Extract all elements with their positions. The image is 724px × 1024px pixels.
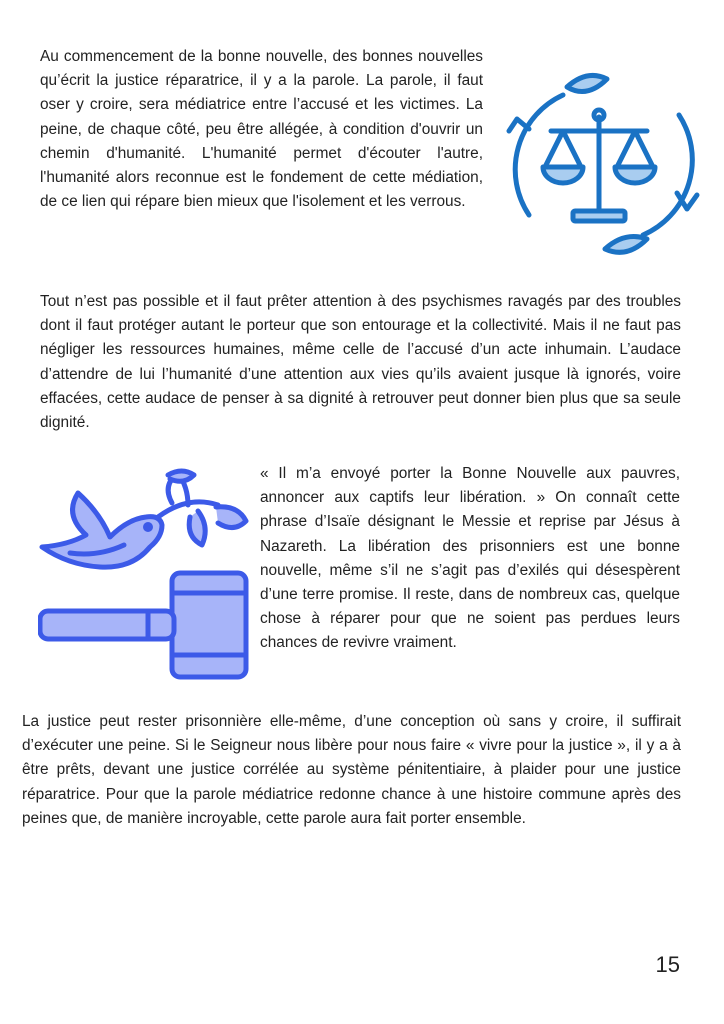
paragraph-1: Au commencement de la bonne nouvelle, des bonnes nouvelles qu’écrit la justice réparatrice, il y a la parole. La parole, il faut oser y croire, sera médiatrice entre l’accusé et les victimes. La peine, de chaque côté, peu être allégée, à condition d'ouvrir un chemin d'humanité. L'humanité permet d'écouter l'autre, l'humanité alors reconnue est le fondement de cette médiation, de ce lien qui répare bien mieux que l'isolement et les verrous. — [40, 48, 483, 211]
paragraph-2: Tout n’est pas possible et il faut prêter attention à des psychismes ravagés par des troubles dont il faut protéger autant le porteur que son entourage et la collectivité. Mais il ne faut pas négliger les ressources humaines, même celle de l’accusé d’un acte inhumain. L’audace d’attendre de lui l’humanité d’une attention aux vies qu’ils avaient jusque là ignorés, voire effacées, cette audace de penser à sa dignité à retrouver peut donner bien plus que sa seule dignité. — [40, 293, 681, 432]
dove-gavel-icon — [38, 465, 250, 680]
paragraph-4: La justice peut rester prisonnière elle-même, d’une conception où sans y croire, il suffirait d’exécuter une peine. Si le Seigneur nous libère pour nous faire « vivre pour la justice », il y a à être prêts, devant une justice corrélée au système pénitentiaire, à plaider pour une justice réparatrice. Pour que la parole médiatrice redonne chance à une histoire commune après des peines que, de manière incroyable, cette parole aura fait porter ensemble. — [22, 713, 681, 827]
paragraph-3: « Il m’a envoyé porter la Bonne Nouvelle aux pauvres, annoncer aux captifs leur libération. » On connaît cette phrase d’Isaïe désignant le Messie et reprise par Jésus à Nazareth. La libération des prisonniers est une bonne nouvelle, même s’il ne s’agit pas d’exilés qui désespèrent d’une terre promise. Il reste, dans de nombreux cas, quelque chose à réparer pour que ne soient pas perdues leurs chances de revivre vraiment. — [260, 465, 680, 652]
balance-cycle-icon — [505, 65, 701, 265]
page-number: 15 — [655, 952, 680, 977]
